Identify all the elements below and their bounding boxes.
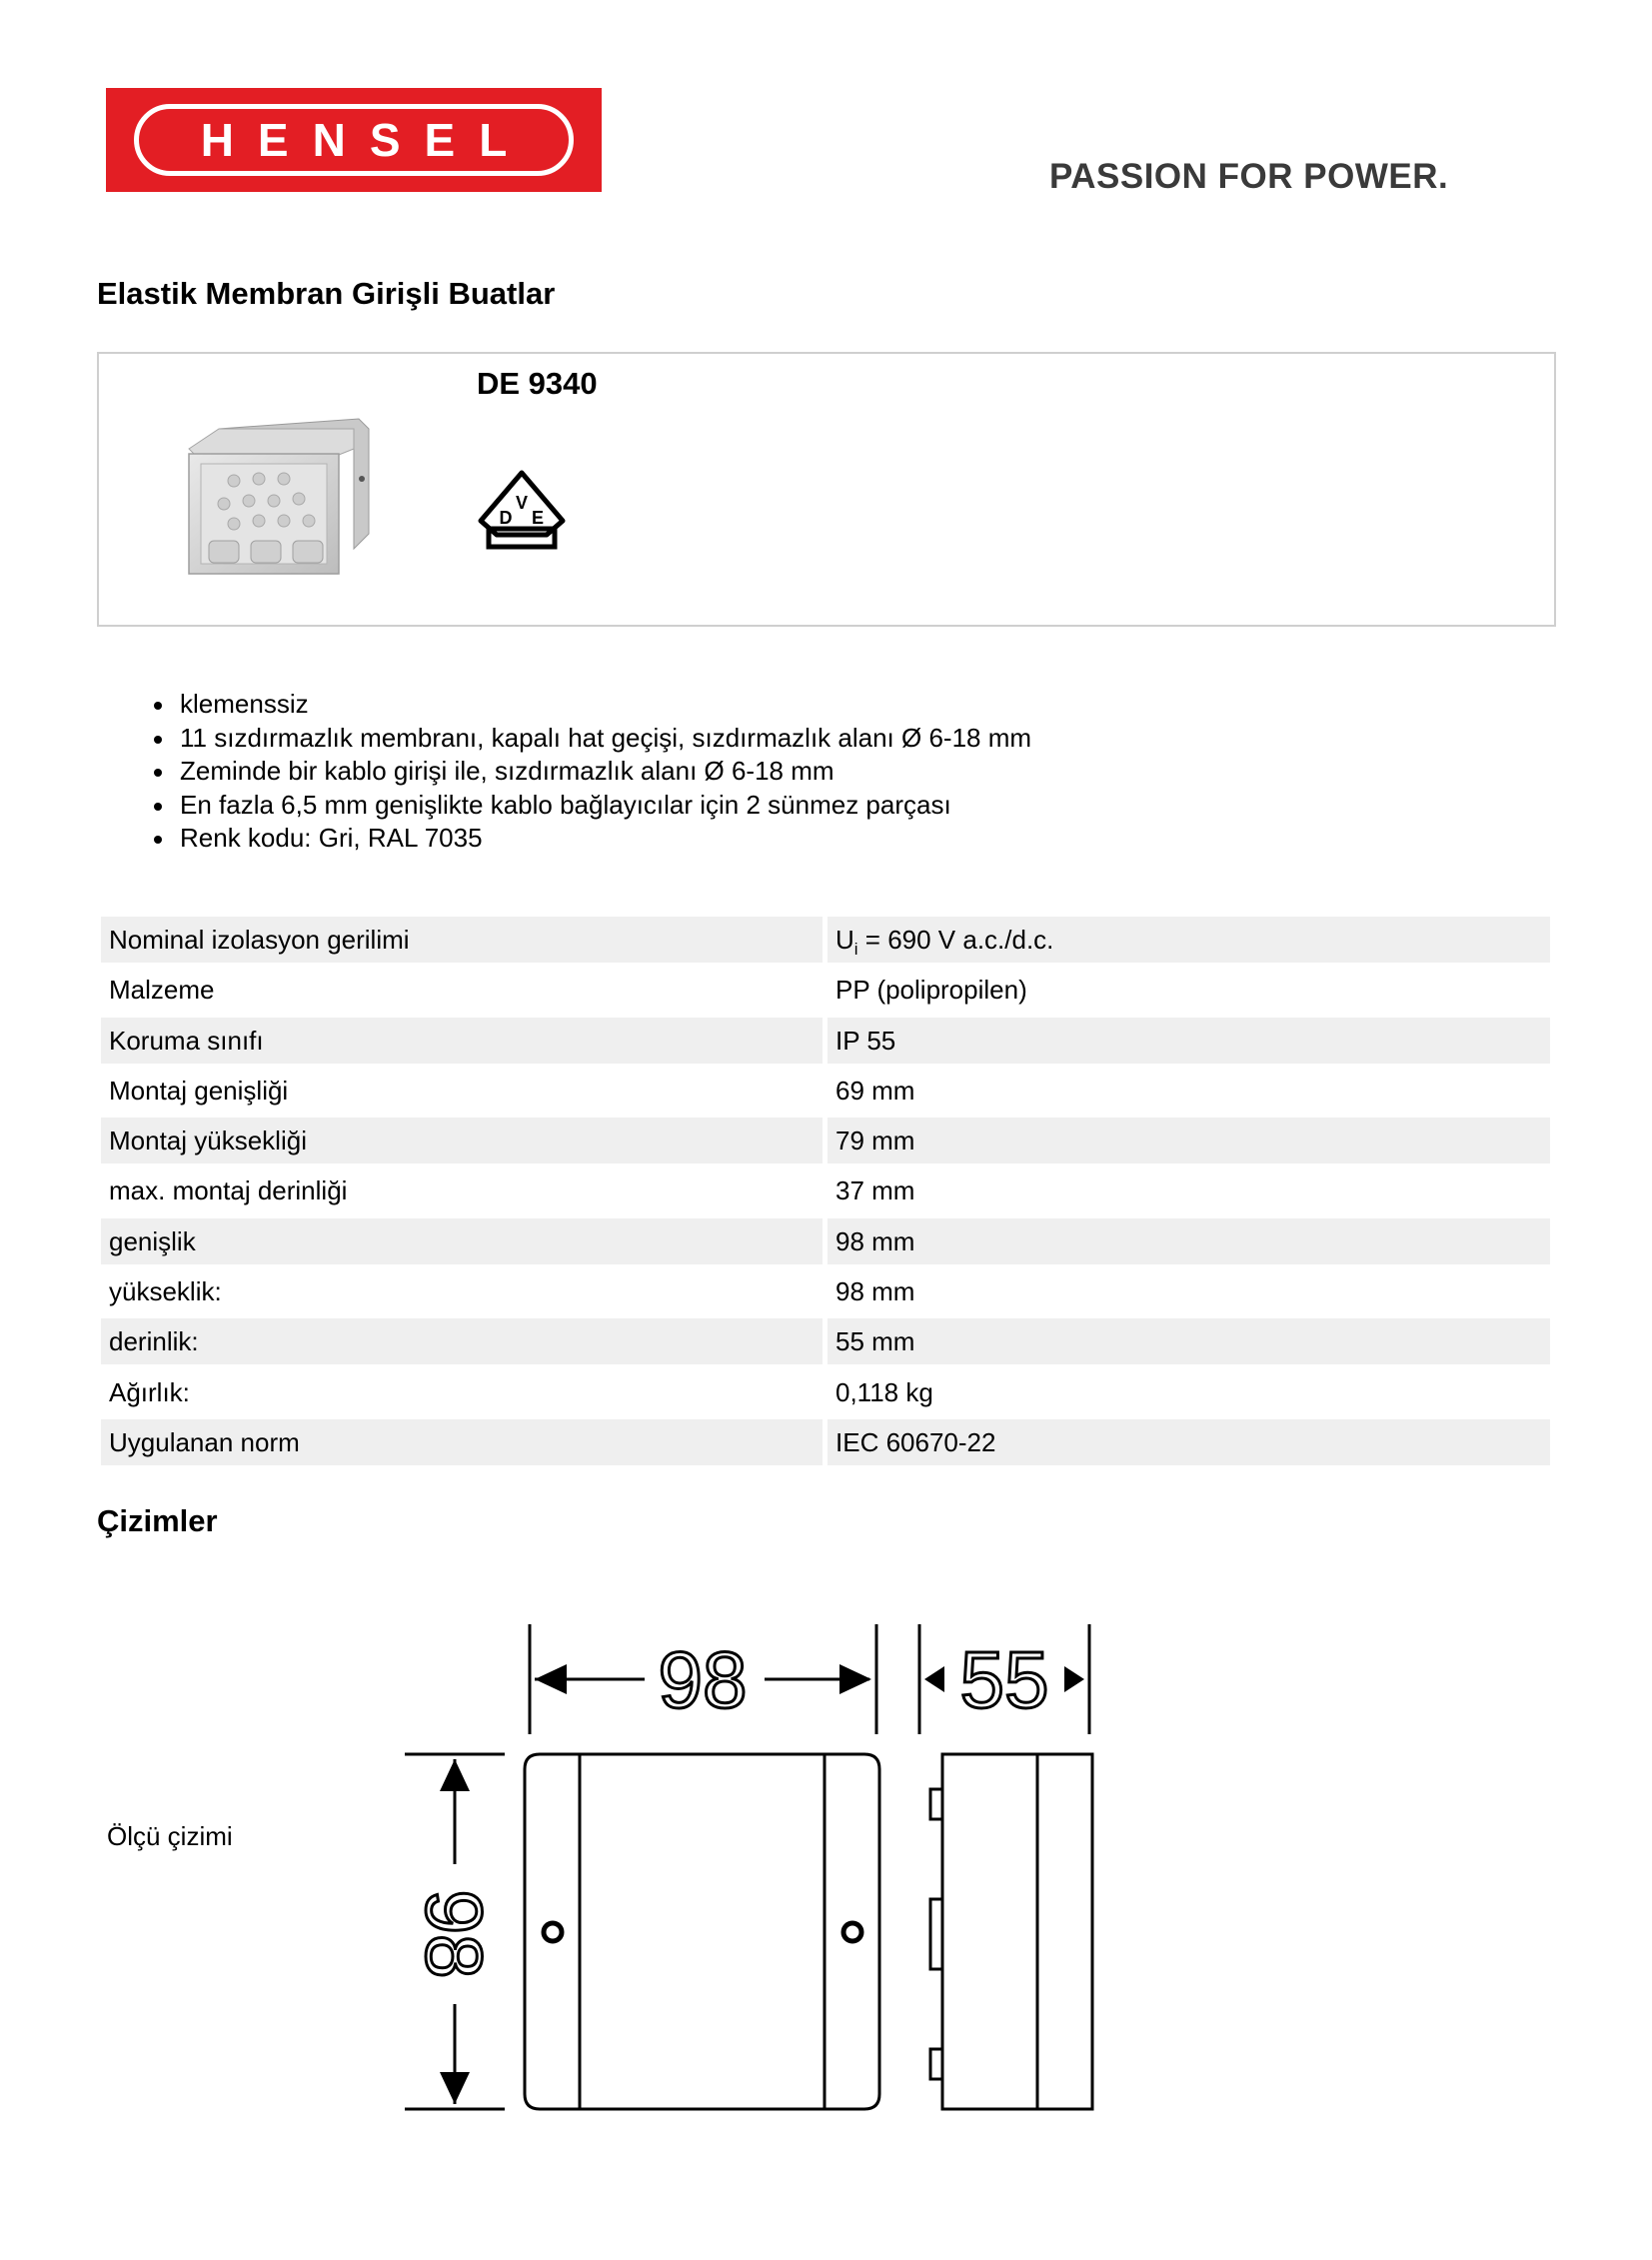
spec-value: 0,118 kg <box>827 1369 1550 1415</box>
width-dimension-label: 98 <box>658 1635 748 1724</box>
table-row <box>97 1068 1556 1118</box>
table-row <box>97 1167 1556 1217</box>
feature-item: Zeminde bir kablo girişi ile, sızdırmazlık alanı Ø 6-18 mm <box>180 755 1031 789</box>
svg-text:D: D <box>499 508 513 528</box>
spec-label: yükseklik: <box>101 1268 823 1314</box>
table-row <box>97 1369 1556 1419</box>
table-row <box>97 917 1556 967</box>
dimension-drawing <box>395 1614 1114 2134</box>
table-row <box>97 1318 1556 1368</box>
vde-mark-icon <box>475 469 570 554</box>
features-list <box>180 688 1031 856</box>
table-row <box>97 1419 1556 1469</box>
side-view-outline <box>942 1754 1092 2109</box>
logo-text: HENSEL <box>200 114 532 166</box>
spec-value: 69 mm <box>827 1068 1550 1114</box>
spec-value: 79 mm <box>827 1118 1550 1163</box>
table-row <box>97 1018 1556 1068</box>
product-card <box>97 352 1556 627</box>
table-row <box>97 1218 1556 1268</box>
height-dimension-label: 98 <box>410 1889 499 1979</box>
spec-label: genişlik <box>101 1218 823 1264</box>
junction-box-photo <box>179 409 379 579</box>
feature-item: 11 sızdırmazlık membranı, kapalı hat geçişi, sızdırmazlık alanı Ø 6-18 mm <box>180 722 1031 756</box>
spec-label: Nominal izolasyon gerilimi <box>101 917 823 963</box>
spec-label: Malzeme <box>101 967 823 1013</box>
hensel-logo <box>106 88 602 192</box>
page-title: Elastik Membran Girişli Buatlar <box>97 276 556 311</box>
spec-value: 98 mm <box>827 1218 1550 1264</box>
spec-label: Uygulanan norm <box>101 1419 823 1465</box>
spec-value: IEC 60670-22 <box>827 1419 1550 1465</box>
tagline: PASSION FOR POWER. <box>1049 157 1449 196</box>
table-row <box>97 967 1556 1017</box>
spec-label: Koruma sınıfı <box>101 1018 823 1064</box>
depth-dimension-label: 55 <box>959 1635 1049 1724</box>
spec-table <box>97 917 1556 1469</box>
spec-value: 98 mm <box>827 1268 1550 1314</box>
svg-text:E: E <box>531 508 545 528</box>
spec-value: PP (polipropilen) <box>827 967 1550 1013</box>
drawing-label: Ölçü çizimi <box>107 1821 233 1851</box>
front-view-outline <box>525 1754 879 2109</box>
spec-value: IP 55 <box>827 1018 1550 1064</box>
feature-item: En fazla 6,5 mm genişlikte kablo bağlayıcılar için 2 sünmez parçası <box>180 789 1031 823</box>
spec-label: max. montaj derinliği <box>101 1167 823 1213</box>
spec-value: 37 mm <box>827 1167 1550 1213</box>
spec-label: Montaj genişliği <box>101 1068 823 1114</box>
spec-label: Montaj yüksekliği <box>101 1118 823 1163</box>
feature-item: klemenssiz <box>180 688 1031 722</box>
table-row <box>97 1268 1556 1318</box>
feature-item: Renk kodu: Gri, RAL 7035 <box>180 822 1031 856</box>
svg-text:V: V <box>515 493 529 513</box>
spec-label: derinlik: <box>101 1318 823 1364</box>
product-code: DE 9340 <box>477 366 598 401</box>
spec-value: 55 mm <box>827 1318 1550 1364</box>
table-row <box>97 1118 1556 1167</box>
spec-label: Ağırlık: <box>101 1369 823 1415</box>
spec-value: $U_i = 690$ V a.c./d.c. <box>827 917 1550 963</box>
drawings-title: Çizimler <box>97 1503 218 1538</box>
